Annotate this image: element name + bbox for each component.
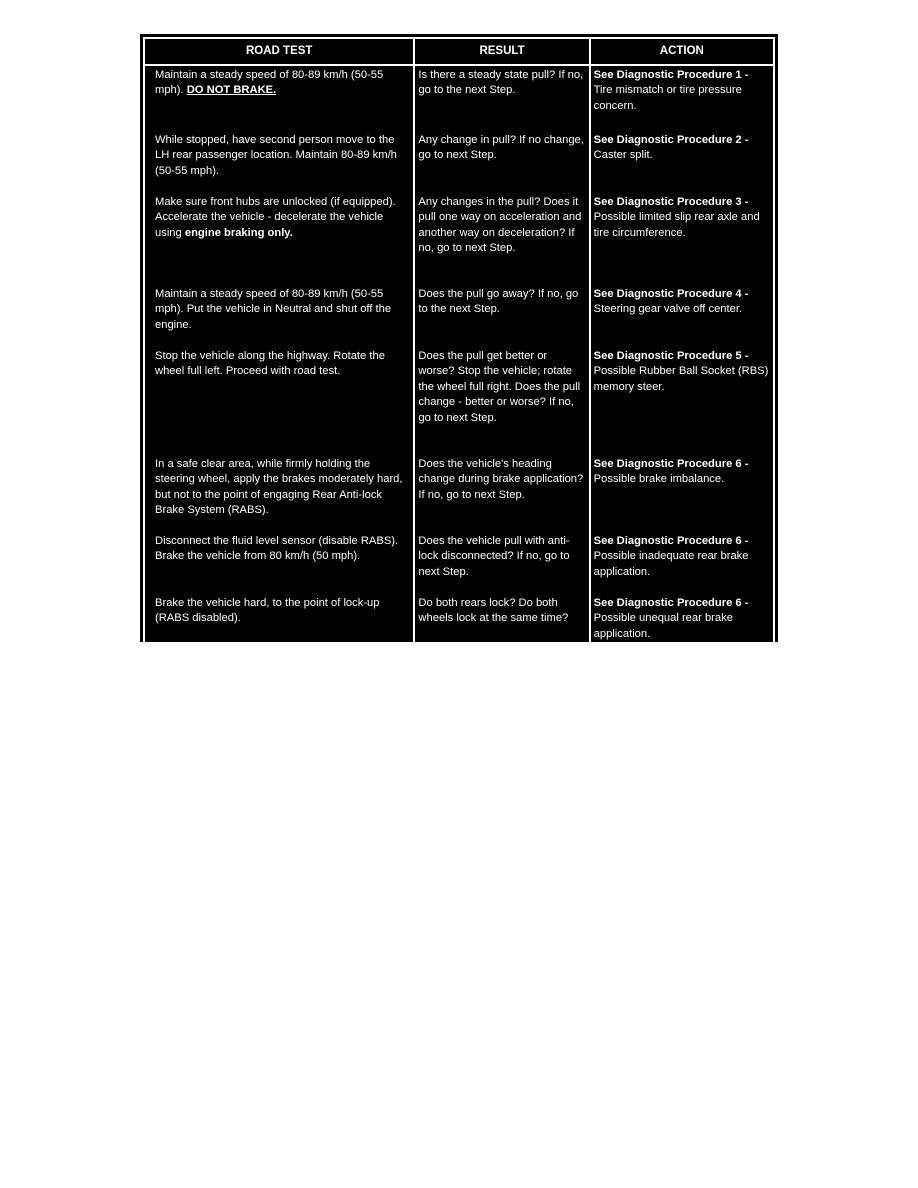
- action-text: Possible brake imbalance.: [593, 473, 725, 486]
- action-cell: [590, 193, 774, 285]
- road-test-cell: [144, 65, 414, 131]
- action-text: Possible inadequate rear brake application.: [593, 550, 749, 578]
- action-reference: See Diagnostic Procedure 4 -: [593, 288, 749, 300]
- road-test-emphasis: engine braking only.: [184, 226, 293, 239]
- road-test-table: [143, 37, 775, 644]
- result-cell: Any change in pull? If no change, go to next Step.: [414, 131, 589, 193]
- road-test-text: Make sure front hubs are unlocked (if equipped). Accelerate the vehicle - decelerate the vehicle using: [155, 196, 396, 239]
- road-test-text: Maintain a steady speed of 80-89 km/h (50-55 mph).: [155, 69, 384, 97]
- result-cell: Does the vehicle's heading change during brake application? If no, go to next Step.: [414, 455, 589, 532]
- road-test-emphasis: DO NOT BRAKE.: [186, 84, 277, 97]
- table-row: [144, 347, 774, 455]
- action-text: Steering gear valve off center.: [593, 303, 743, 316]
- result-cell: Is there a steady state pull? If no, go to the next Step.: [414, 65, 589, 131]
- action-text: Caster split.: [593, 149, 653, 162]
- action-reference: See Diagnostic Procedure 6 -: [593, 458, 749, 470]
- action-text: Possible unequal rear brake application.: [593, 612, 733, 640]
- action-text: Tire mismatch or tire pressure concern.: [593, 84, 742, 112]
- action-reference: See Diagnostic Procedure 3 -: [593, 196, 749, 208]
- action-cell: [590, 455, 774, 532]
- result-cell: Any changes in the pull? Does it pull one way on acceleration and another way on deceleration? If no, go to next Step.: [414, 193, 589, 285]
- action-text: Possible limited slip rear axle and tire circumference.: [593, 211, 760, 239]
- road-test-cell: Maintain a steady speed of 80-89 km/h (50-55 mph). Put the vehicle in Neutral and shut off the engine.: [144, 285, 414, 347]
- table-row: [144, 532, 774, 594]
- action-reference: See Diagnostic Procedure 1 -: [593, 69, 749, 81]
- action-reference: See Diagnostic Procedure 6 -: [593, 597, 749, 609]
- header-action: ACTION: [590, 38, 774, 65]
- action-cell: [590, 594, 774, 643]
- action-reference: See Diagnostic Procedure 6 -: [593, 535, 749, 547]
- road-test-cell: While stopped, have second person move to the LH rear passenger location. Maintain 80-89 km/h (50-55 mph).: [144, 131, 414, 193]
- table-row: [144, 594, 774, 643]
- road-test-cell: In a safe clear area, while firmly holding the steering wheel, apply the brakes moderately hard, but not to the point of engaging Rear Anti-lock Brake System (RABS).: [144, 455, 414, 532]
- road-test-cell: Stop the vehicle along the highway. Rotate the wheel full left. Proceed with road test.: [144, 347, 414, 455]
- road-test-table-frame: [140, 34, 778, 642]
- table-row: [144, 65, 774, 131]
- result-cell: Does the pull get better or worse? Stop the vehicle; rotate the wheel full right. Does the pull change - better or worse? If no, go to next Step.: [414, 347, 589, 455]
- result-cell: Does the vehicle pull with anti-lock disconnected? If no, go to next Step.: [414, 532, 589, 594]
- action-cell: [590, 347, 774, 455]
- road-test-cell: Disconnect the fluid level sensor (disable RABS). Brake the vehicle from 80 km/h (50 mph).: [144, 532, 414, 594]
- action-reference: See Diagnostic Procedure 2 -: [593, 134, 749, 146]
- road-test-cell: [144, 193, 414, 285]
- result-cell: Does the pull go away? If no, go to the next Step.: [414, 285, 589, 347]
- table-row: [144, 455, 774, 532]
- table-header-row: [144, 38, 774, 65]
- header-road-test: ROAD TEST: [144, 38, 414, 65]
- table-row: [144, 285, 774, 347]
- road-test-cell: Brake the vehicle hard, to the point of lock-up (RABS disabled).: [144, 594, 414, 643]
- action-text: Possible Rubber Ball Socket (RBS) memory steer.: [593, 365, 769, 393]
- result-cell: Do both rears lock? Do both wheels lock at the same time?: [414, 594, 589, 643]
- action-reference: See Diagnostic Procedure 5 -: [593, 350, 749, 362]
- action-cell: [590, 65, 774, 131]
- action-cell: [590, 131, 774, 193]
- action-cell: [590, 285, 774, 347]
- table-row: [144, 131, 774, 193]
- table-row: [144, 193, 774, 285]
- action-cell: [590, 532, 774, 594]
- header-result: RESULT: [414, 38, 589, 65]
